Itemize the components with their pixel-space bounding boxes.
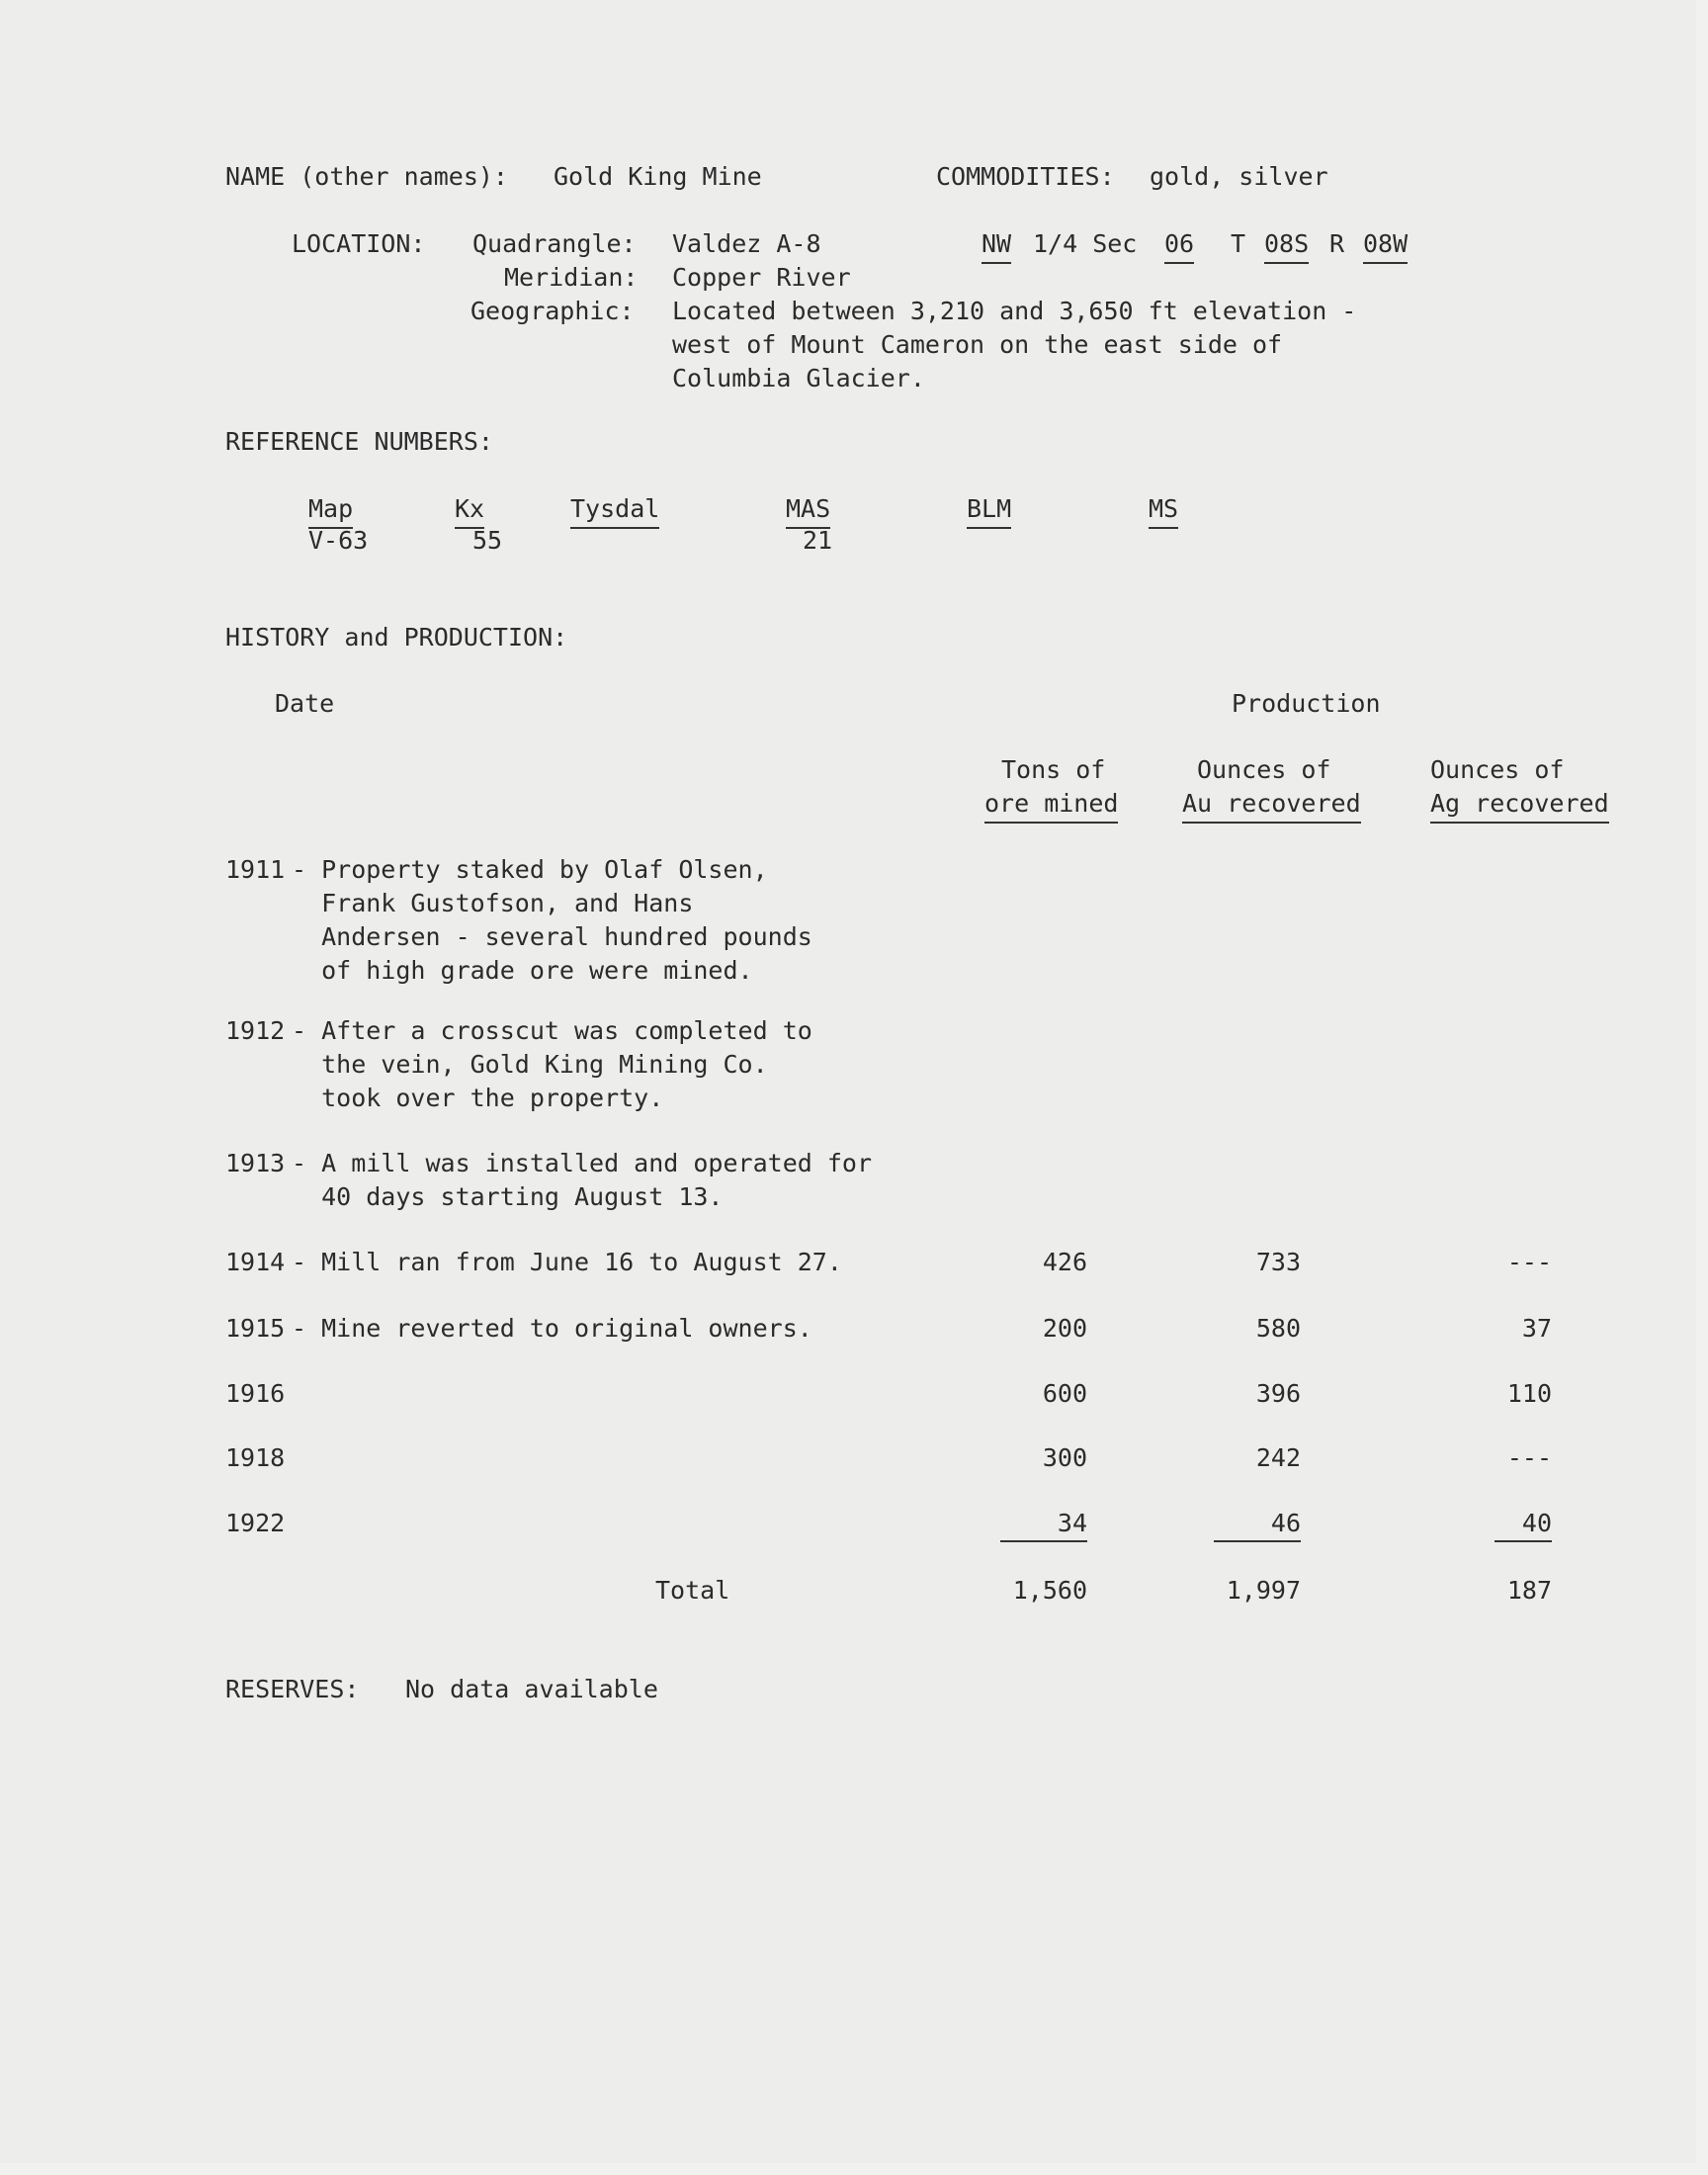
range-label: R <box>1329 229 1345 258</box>
section-value: 06 <box>1164 227 1194 264</box>
ref-tysdal-head: Tysdal <box>570 492 659 529</box>
au-value: 733 <box>1255 1248 1301 1276</box>
ag-value: 110 <box>1506 1379 1552 1408</box>
ref-map-value: V-63 <box>308 526 369 555</box>
entry-year: 1913 <box>225 1149 286 1177</box>
commodities-label: COMMODITIES: <box>936 162 1115 191</box>
ref-mas-value: 21 <box>803 526 833 555</box>
tons-header-2: ore mined <box>984 787 1118 824</box>
reserves-value: No data available <box>405 1675 658 1703</box>
ref-kx-head: Kx <box>455 492 484 529</box>
production-header: Production <box>1232 689 1381 718</box>
tons-value: 200 <box>1042 1314 1087 1343</box>
tons-value: 426 <box>1042 1248 1087 1276</box>
quarter-value: NW <box>982 227 1011 264</box>
geographic-line-3: Columbia Glacier. <box>672 364 925 392</box>
ref-ms-head: MS <box>1149 492 1178 529</box>
entry-text: Andersen - several hundred pounds <box>292 922 812 951</box>
au-sum-rule <box>1214 1540 1301 1542</box>
au-value: 396 <box>1255 1379 1301 1408</box>
township-value: 08S <box>1264 227 1309 264</box>
ag-value: 40 <box>1521 1509 1552 1537</box>
entry-text: Frank Gustofson, and Hans <box>292 889 694 917</box>
entry-text: - Mine reverted to original owners. <box>292 1314 812 1343</box>
tons-header-1: Tons of <box>1001 755 1106 784</box>
ref-mas-head: MAS <box>786 492 830 529</box>
tons-sum-rule <box>1000 1540 1087 1542</box>
entry-text: took over the property. <box>292 1084 664 1112</box>
entry-year: 1912 <box>225 1016 286 1045</box>
ref-blm-head: BLM <box>967 492 1011 529</box>
meridian-label: Meridian: <box>504 263 639 292</box>
total-au: 1,997 <box>1226 1576 1301 1605</box>
meridian-value: Copper River <box>672 263 851 292</box>
entry-year: 1922 <box>225 1509 286 1537</box>
reserves-label: RESERVES: <box>225 1675 360 1703</box>
township-label: T <box>1231 229 1246 258</box>
entry-year: 1911 <box>225 855 286 884</box>
geographic-line-1: Located between 3,210 and 3,650 ft elevation - <box>672 297 1357 325</box>
ref-kx-value: 55 <box>472 526 503 555</box>
history-label: HISTORY and PRODUCTION: <box>225 623 568 652</box>
range-value: 08W <box>1363 227 1408 264</box>
name-label: NAME (other names): <box>225 162 508 191</box>
entry-text: - Property staked by Olaf Olsen, <box>292 855 768 884</box>
location-label: LOCATION: <box>292 229 426 258</box>
au-value: 46 <box>1270 1509 1301 1537</box>
total-ag: 187 <box>1506 1576 1552 1605</box>
ref-map-head: Map <box>308 492 353 529</box>
quarter-text: 1/4 Sec <box>1033 229 1138 258</box>
ag-value: 37 <box>1521 1314 1552 1343</box>
ag-value: --- <box>1506 1248 1552 1276</box>
au-value: 580 <box>1255 1314 1301 1343</box>
date-header: Date <box>275 689 335 718</box>
tons-value: 600 <box>1042 1379 1087 1408</box>
quadrangle-value: Valdez A-8 <box>672 229 821 258</box>
au-header-2: Au recovered <box>1182 787 1361 824</box>
geographic-line-2: west of Mount Cameron on the east side of <box>672 330 1283 359</box>
entry-year: 1918 <box>225 1443 286 1472</box>
tons-value: 300 <box>1042 1443 1087 1472</box>
entry-text: - After a crosscut was completed to <box>292 1016 812 1045</box>
entry-text: - Mill ran from June 16 to August 27. <box>292 1248 842 1276</box>
entry-text: 40 days starting August 13. <box>292 1182 724 1211</box>
commodities-value: gold, silver <box>1150 162 1328 191</box>
au-header-1: Ounces of <box>1197 755 1331 784</box>
tons-value: 34 <box>1057 1509 1087 1537</box>
ag-header-2: Ag recovered <box>1430 787 1609 824</box>
total-tons: 1,560 <box>1012 1576 1087 1605</box>
entry-text: the vein, Gold King Mining Co. <box>292 1050 768 1079</box>
name-value: Gold King Mine <box>554 162 762 191</box>
entry-text: - A mill was installed and operated for <box>292 1149 872 1177</box>
geographic-label: Geographic: <box>470 297 635 325</box>
quadrangle-label: Quadrangle: <box>472 229 637 258</box>
entry-year: 1915 <box>225 1314 286 1343</box>
au-value: 242 <box>1255 1443 1301 1472</box>
ag-sum-rule <box>1494 1540 1552 1542</box>
ag-header-1: Ounces of <box>1430 755 1565 784</box>
entry-text: of high grade ore were mined. <box>292 956 753 985</box>
total-label: Total <box>655 1576 730 1605</box>
ag-value: --- <box>1506 1443 1552 1472</box>
entry-year: 1916 <box>225 1379 286 1408</box>
entry-year: 1914 <box>225 1248 286 1276</box>
reference-label: REFERENCE NUMBERS: <box>225 427 493 456</box>
